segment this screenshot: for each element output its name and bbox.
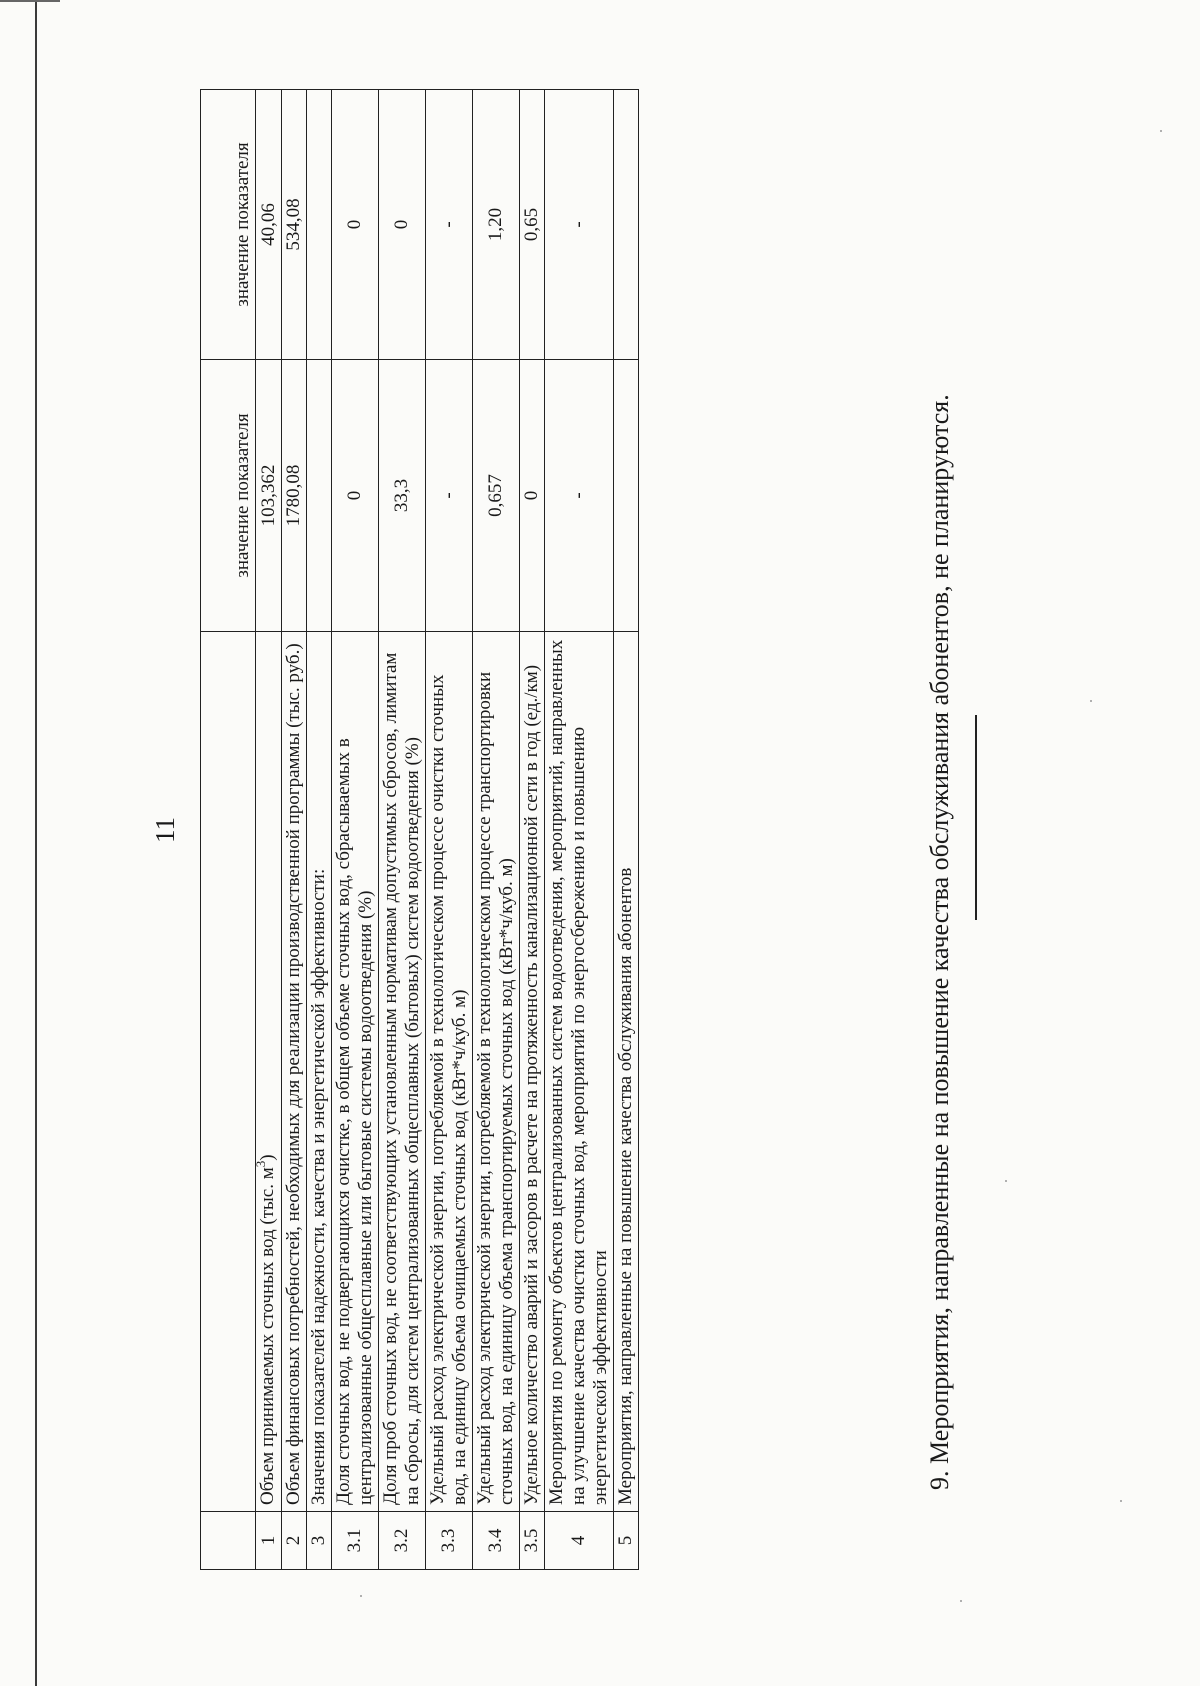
row-number: 3.4: [473, 1512, 520, 1570]
row-description: Доля проб сточных вод, не соответствующих установленным нормативам допустимых сбросов, лимитам на сбросы, для систем централизованных общесплавных (бытовых) систем водоотведения (%): [379, 632, 426, 1512]
row-number: 3.2: [379, 1512, 426, 1570]
row-number: 3.5: [520, 1512, 545, 1570]
rotated-page: [150, 90, 1030, 1570]
row-description: Удельное количество аварий и засоров в расчете на протяженность канализационной сети в год (ед./км): [520, 632, 545, 1512]
row-value-1: 103,362: [256, 360, 282, 632]
superscript: 3: [253, 1160, 268, 1168]
table-row: [426, 90, 473, 1570]
row-number: 2: [282, 1512, 307, 1570]
row-description: Удельный расход электрической энергии, потребляемой в технологическом процессе очистки сточных вод, на единицу объема очищаемых сточных вод (кВт*ч/куб. м): [426, 632, 473, 1512]
scan-edge-top: [0, 0, 60, 2]
row-description: Доля сточных вод, не подвергающихся очистке, в общем объеме сточных вод, сбрасываемых в централизованные общесплавные или бытовые системы водоотведения (%): [332, 632, 379, 1512]
row-value-2: 40,06: [256, 90, 282, 360]
row-value-1: -: [426, 360, 473, 632]
table-row: [473, 90, 520, 1570]
row-value-1: [307, 360, 332, 632]
row-value-1: 0,657: [473, 360, 520, 632]
row-value-1: 0: [520, 360, 545, 632]
indicators-table: [200, 89, 639, 1570]
row-value-2: -: [426, 90, 473, 360]
row-value-2: 0,65: [520, 90, 545, 360]
row-value-1: 33,3: [379, 360, 426, 632]
table-row: [379, 90, 426, 1570]
row-number: 5: [614, 1512, 639, 1570]
row-description: Мероприятия по ремонту объектов централизованных систем водоотведения, мероприятий, направленных на улучшение качества очистки сточных вод, мероприятий по энергосбережению и повышению энергетической эффективности: [545, 632, 614, 1512]
row-value-2: 1,20: [473, 90, 520, 360]
scan-speck: [960, 1600, 962, 1602]
header-value-1: значение показателя: [201, 360, 256, 632]
table-row: [282, 90, 307, 1570]
row-number: 3.3: [426, 1512, 473, 1570]
header-num: [201, 1512, 256, 1570]
table-header-row: [201, 90, 256, 1570]
row-value-2: [614, 90, 639, 360]
header-desc: [201, 632, 256, 1512]
row-description: Мероприятия, направленные на повышение качества обслуживания абонентов: [614, 632, 639, 1512]
row-value-2: 0: [379, 90, 426, 360]
row-value-1: 0: [332, 360, 379, 632]
row-value-2: -: [545, 90, 614, 360]
row-number: 3.1: [332, 1512, 379, 1570]
table-row: [520, 90, 545, 1570]
row-description: Удельный расход электрической энергии, потребляемой в технологическом процессе транспортировки сточных вод, на единицу объема транспортируемых сточных вод (кВт*ч/куб. м): [473, 632, 520, 1512]
table-row: [332, 90, 379, 1570]
scan-speck: [1090, 700, 1092, 702]
row-description: Значения показателей надежности, качества и энергетической эффективности:: [307, 632, 332, 1512]
row-value-2: 534,08: [282, 90, 307, 360]
separator-line: [975, 715, 977, 920]
table-row: [545, 90, 614, 1570]
row-number: 1: [256, 1512, 282, 1570]
section-9-text: 9. Мероприятия, направленные на повышение качества обслуживания абонентов, не планируются.: [925, 394, 954, 1490]
row-number: 4: [545, 1512, 614, 1570]
row-value-1: 1780,08: [282, 360, 307, 632]
table-row: [256, 90, 282, 1570]
row-value-1: [614, 360, 639, 632]
scan-edge: [35, 0, 37, 1686]
row-description: Объем финансовых потребностей, необходимых для реализации производственной программы (тыс. руб.): [282, 632, 307, 1512]
scan-speck: [1120, 1500, 1122, 1502]
table-row: [307, 90, 332, 1570]
row-number: 3: [307, 1512, 332, 1570]
page-number: 11: [150, 817, 180, 843]
row-value-2: 0: [332, 90, 379, 360]
scan-speck: [1160, 130, 1162, 132]
scan-speck: [1005, 1180, 1007, 1182]
row-value-1: -: [545, 360, 614, 632]
row-description: Объем принимаемых сточных вод (тыс. $м^3$): [256, 632, 282, 1512]
row-value-2: [307, 90, 332, 360]
scan-speck: [360, 1595, 362, 1597]
table-row: [614, 90, 639, 1570]
header-value-2: значение показателя: [201, 90, 256, 360]
